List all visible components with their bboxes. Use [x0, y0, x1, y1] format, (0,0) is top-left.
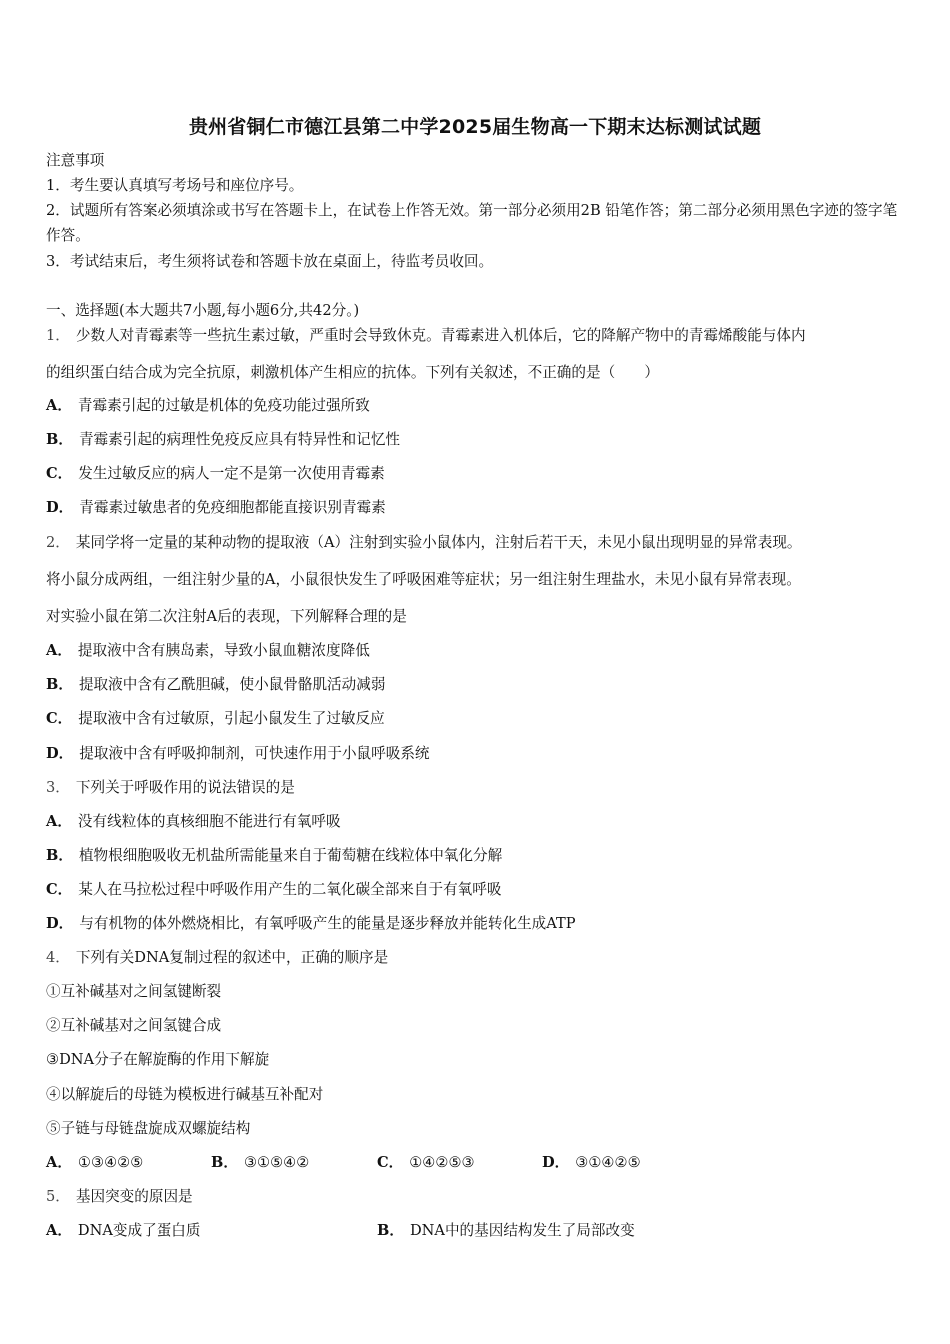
page-title: 贵州省铜仁市德江县第二中学2025届生物高一下期末达标测试试题 — [188, 116, 762, 138]
question-number: 2． — [46, 534, 70, 551]
option-d[interactable] — [542, 1153, 641, 1173]
question-1-stem — [46, 326, 806, 346]
option-label: C． — [46, 465, 73, 482]
option-a[interactable] — [46, 641, 370, 661]
question-number: 1． — [46, 327, 70, 344]
notice-item: 3．考试结束后，考生须将试卷和答题卡放在桌面上，待监考员收回。 — [46, 253, 494, 270]
notice-item: 1．考生要认真填写考场号和座位序号。 — [46, 177, 304, 194]
question-3-stem — [46, 778, 295, 798]
option-text: 青霉素引起的病理性免疫反应具有特异性和记忆性 — [78, 431, 401, 448]
notice-item: 2．试题所有答案必须填涂或书写在答题卡上，在试卷上作答无效。第一部分必须用2B 铅笔作答；第二部分必须用黑色字迹的签字笔作答。 — [46, 202, 898, 244]
option-text: 提取液中含有胰岛素，导致小鼠血糖浓度降低 — [77, 642, 370, 659]
option-c[interactable] — [46, 464, 385, 484]
question-5-stem — [46, 1187, 193, 1207]
option-label: D． — [46, 915, 74, 932]
option-label: A． — [46, 813, 72, 830]
option-label: B． — [211, 1154, 238, 1171]
question-4-stem — [46, 948, 388, 968]
option-c[interactable] — [377, 1153, 475, 1173]
option-label: D． — [46, 499, 74, 516]
option-text: ③①④②⑤ — [575, 1154, 641, 1171]
option-text: 某人在马拉松过程中呼吸作用产生的二氧化碳全部来自于有氧呼吸 — [78, 881, 502, 898]
question-text: 基因突变的原因是 — [75, 1188, 193, 1205]
option-text: DNA中的基因结构发生了局部改变 — [409, 1222, 635, 1239]
option-label: B． — [377, 1222, 404, 1239]
question-text: 某同学将一定量的某种动物的提取液（A）注射到实验小鼠体内，注射后若干天，未见小鼠出现明显的异常表现。 — [75, 534, 802, 551]
option-text: 青霉素过敏患者的免疫细胞都能直接识别青霉素 — [79, 499, 386, 516]
option-text: 发生过敏反应的病人一定不是第一次使用青霉素 — [78, 465, 385, 482]
option-label: C． — [46, 881, 73, 898]
option-text: 提取液中含有呼吸抑制剂，可快速作用于小鼠呼吸系统 — [79, 745, 430, 762]
option-label: A． — [46, 642, 72, 659]
option-label: A． — [46, 397, 72, 414]
option-text: 与有机物的体外燃烧相比，有氧呼吸产生的能量是逐步释放并能转化生成ATP — [79, 915, 576, 932]
option-text: 提取液中含有乙酰胆碱，使小鼠骨骼肌活动减弱 — [78, 676, 386, 693]
option-a[interactable] — [46, 1221, 201, 1241]
option-label: C． — [46, 710, 73, 727]
question-text: 下列关于呼吸作用的说法错误的是 — [75, 779, 295, 796]
option-b[interactable] — [46, 675, 385, 695]
option-label: D． — [46, 745, 74, 762]
option-text: 提取液中含有过敏原，引起小鼠发生了过敏反应 — [78, 710, 385, 727]
option-label: C． — [377, 1154, 404, 1171]
section-heading: 一、选择题(本大题共7小题,每小题6分,共42分。) — [46, 302, 360, 319]
dna-step: ⑤子链与母链盘旋成双螺旋结构 — [46, 1120, 251, 1137]
option-a[interactable] — [46, 396, 370, 416]
question-2-stem-cont: 对实验小鼠在第二次注射A后的表现，下列解释合理的是 — [46, 608, 407, 625]
option-b[interactable] — [211, 1153, 309, 1173]
option-text: ③①⑤④② — [243, 1154, 310, 1171]
option-label: B． — [46, 847, 73, 864]
option-text: 植物根细胞吸收无机盐所需能量来自于葡萄糖在线粒体中氧化分解 — [78, 847, 503, 864]
dna-step: ①互补碱基对之间氢键断裂 — [46, 983, 222, 1000]
question-text: 下列有关DNA复制过程的叙述中，正确的顺序是 — [75, 949, 389, 966]
question-2-stem-cont: 将小鼠分成两组，一组注射少量的A，小鼠很快发生了呼吸困难等症状；另一组注射生理盐水，未见小鼠有异常表现。 — [46, 571, 801, 588]
option-label: B． — [46, 431, 73, 448]
option-a[interactable] — [46, 1153, 143, 1173]
option-d[interactable] — [46, 914, 576, 934]
option-text: DNA变成了蛋白质 — [77, 1222, 201, 1239]
option-text: ①③④②⑤ — [77, 1154, 144, 1171]
option-c[interactable] — [46, 880, 501, 900]
question-number: 5． — [46, 1188, 70, 1205]
question-number: 3． — [46, 779, 70, 796]
option-d[interactable] — [46, 498, 386, 518]
option-text: 没有线粒体的真核细胞不能进行有氧呼吸 — [77, 813, 341, 830]
option-b[interactable] — [46, 846, 502, 866]
option-label: A． — [46, 1222, 72, 1239]
question-text: 少数人对青霉素等一些抗生素过敏，严重时会导致休克。青霉素进入机体后，它的降解产物中的青霉烯酸能与体内 — [75, 327, 806, 344]
option-d[interactable] — [46, 744, 430, 764]
option-label: D． — [542, 1154, 570, 1171]
option-c[interactable] — [46, 709, 385, 729]
notice-heading: 注意事项 — [46, 152, 105, 169]
option-b[interactable] — [46, 430, 400, 450]
dna-step: ②互补碱基对之间氢键合成 — [46, 1017, 222, 1034]
option-a[interactable] — [46, 812, 341, 832]
option-label: A． — [46, 1154, 72, 1171]
dna-step: ④以解旋后的母链为模板进行碱基互补配对 — [46, 1086, 324, 1103]
option-text: ①④②⑤③ — [409, 1154, 475, 1171]
option-text: 青霉素引起的过敏是机体的免疫功能过强所致 — [77, 397, 370, 414]
question-2-stem — [46, 533, 802, 553]
option-label: B． — [46, 676, 73, 693]
question-1-stem-cont: 的组织蛋白结合成为完全抗原，刺激机体产生相应的抗体。下列有关叙述，不正确的是（ ） — [46, 364, 659, 381]
option-b[interactable] — [377, 1221, 635, 1241]
dna-step: ③DNA分子在解旋酶的作用下解旋 — [46, 1051, 270, 1068]
question-number: 4． — [46, 949, 70, 966]
